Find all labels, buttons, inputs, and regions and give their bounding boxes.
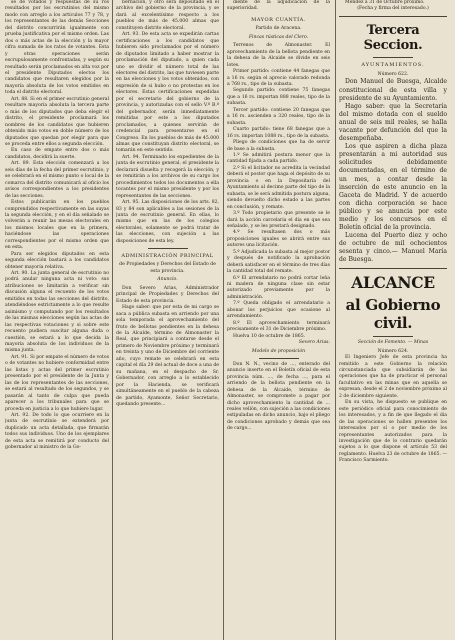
body-paragraph: 8.º El aprovechamiento terminará precisamente el 31 de Diciembre próximo. [227, 320, 330, 333]
model-heading: Modelo de proposición [251, 348, 306, 354]
body-paragraph: Art. 92. De todo lo que ocurriere en la junta de escrutinio se extenderá por duplicado un acta detallada, que firmarán todos sus individuos. Uno de los ejemplares de esta acta se remitirá por conducto del gobernador al ministro de la Go- [5, 413, 109, 451]
section-divider [373, 336, 413, 337]
body-paragraph: Don Manuel de Buesga, Alcalde constitucional de esta villa y presidente de su Ayuntamiento. [339, 78, 447, 102]
notice-number: Número 624. [377, 348, 409, 354]
body-paragraph: se de votados y respuestas de su ros resultados por los escrutinios del mismo modo con arreglo a los artículos 77 y 78, y los representantes de las demás Secciones del distrito concurrirán igualmente con prueba justificativa por el mismo orden. Las dos o más actas de la elección y la mayor cifra sumada de los ratos de votantes. Esta y otras operaciones serán escrupulosamente confrontadas, y según su resultado serán proclamados en alta voz por el presidente Diputados electos los candidatos que resultaren elegidos por la mayoría absoluta de los votos emitidos en toda el distrito electoral. [5, 0, 109, 96]
section-word: Anuncio. [157, 277, 178, 283]
notice-number: Número 622. [377, 71, 409, 77]
body-paragraph: 4.º Se resultasen dos o más proposiciones iguales se abrirá entre sus autores una licitación. [227, 230, 330, 249]
body-paragraph: 2.º Si el licitador no acredita la vecindad deberá el postor que haga el depósito de su provincia o en la Depositaría del Ayuntamiento al decimo parte del tipo de la subasta, se le será admitida postura alguna, siendo devuelto dicho estado a las partes en conclusión, y remate. [227, 165, 330, 210]
section-divider [148, 248, 188, 249]
notice-paragraph: Hago saber: que por esta de mi cargo se saca a pública subasta en arriendo por una sola temporada el aprovechamiento del fruto de bellotas pendientes en la dehesa de la Alcalde, término de Almonaster la Real, que principiará a contarse desde el primero de Noviembre próximo y terminará en treinta y uno de Diciembre del corriente año, cuyo remate se celebrará en esta capital el día 29 del actual de doce a una de su mañana, en el despacho de Sr. Gobernador, con arreglo a lo establecido por la Hacienda, se verificará simultáneamente en el pueblo de la cabeza de partido, Ayamonte, Señor Secretario, quedando presente... [116, 305, 219, 407]
section-subheading-italic: Fincas rústicas del Clero. [248, 34, 309, 40]
body-paragraph: Hago saber: que la Secretaría del mismo dotada con el sueldo anual de seis mil reales, se halla vacante por defunción del que la desempeñaba. [339, 102, 447, 143]
section-subheading: Partido de Aracena. [255, 26, 302, 32]
signature-note: (Fecha y firma del interesado.) [357, 6, 429, 12]
body-paragraph: Pliego de condiciones que ha de servir de base a la subasta. [227, 140, 330, 152]
section-title: Tercera Seccion. [363, 22, 423, 53]
body-paragraph: Art. 91. Si por empate el número de votos o de votantes no hubiere conformidad entre las listas y actas del primer escrutinio presentado por el presidente de la Junta y las de los representantes de las secciones, se estará al resultado de los segundos, y se pasarán al tanto de culpa que pueda aparecer a los tribunales para que se proceda en justicia a lo que hubiere lugar. [5, 354, 109, 412]
section-subheading: de Propiedades y Derechos del Estado de esta provincia. [119, 262, 216, 274]
body-paragraph: Art. 90. La junta general de escrutinio no podrá anular ninguna acta ni voto: sus atribuciones se limitarán a verificar sin discusión alguna el recuento de los votos emitidos en todas las secciones del distrito, atendiéndose estrictamente a lo que resulte asimismo y computando por los resultados de las mismas elecciones según las actas de las respectivas votaciones y si sobre este recuento pudiera suscitar alguna duda o cuestión, se estará a lo que decida la mayoría absoluta de los individuos de la misma junta. [5, 271, 109, 354]
body-paragraph: Cuarto partido: tiene 68 fanegas que a 16 rs. importan 1088 rs., tipo de la subasta. [227, 127, 330, 139]
body-paragraph: Para ser elegidos diputados en esta segunda elección bastará a los candidatos obtener mayoría relativa. [5, 251, 109, 270]
body-paragraph: El Ingeniero Jefe de esta provincia ha remitido a este Gobierno la relación circunstanciada que subsidiarán de las operaciones que ha de practicar el personal facultativo en las minas que en aquella se expresan, desde el 2 de noviembre próximo al 2 de diciembre siguiente. [339, 355, 447, 399]
section-divider [373, 57, 413, 58]
column-2 [116, 0, 219, 640]
alcance-subtitle: al Gobierno civil. [345, 296, 441, 333]
body-paragraph: Art. 93. De esta acta se expedirán cartas certificaciones a los candidatos que hubieren sido proclamados por el número de diputados limitado a haber mostrar la proclamación del diputado, a quien cada uno se dividir el número total de las electores del distrito, las que tuviesen parte en las elecciones y los votos obtenidos, con expresión de si hubo o no protestas en los electores. Estas certificaciones expedidas por el secretario del gobierno de la provincia, y autorizadas con el sello V.º B.º del gobernador, serán inmediatamente remitidas por este a los diputados proclamados, a quienes servirán de credencial para presentarse en el Congreso. En los pueblos de más de 45.000 almas que constituyan distrito electoral, se tomarán en este sentido. [116, 32, 219, 154]
body-paragraph: Art. 95. Las disposiciones de los arts. 82, 83 y 84 son aplicables a las sesiones de la junta de escrutinio general. En ellas, lo mismo que en las de los colegios electorales, solamente se podrá tratar de las elecciones, con sujeción a las disposiciones de esta ley. [116, 200, 219, 244]
section-heading: MAYOR CUANTÍA. [251, 16, 306, 23]
body-paragraph: Segundo partido: contiene 75 fanegas que a 16 rs. importan 888 reales, tipo de la subasta. [227, 88, 330, 107]
signature: Severo Arias. [298, 340, 330, 346]
body-paragraph: 7.º Queda obligado el arrendatario a abonar los perjuicios que ocasione al arrendamiento. [227, 301, 330, 320]
alcance-title: ALCANCE [351, 273, 435, 293]
body-paragraph: Mendez a 31 de Octubre próximo. [345, 0, 425, 5]
section-heading: AYUNTAMIENTOS. [361, 61, 425, 68]
body-paragraph: diente de la adjudicación de la superioridad. [227, 0, 330, 12]
column-1 [5, 0, 109, 640]
body-paragraph: En su vista, he dispuesto se publique en este periódico oficial para conocimiento de los interesados, y a fin de que llegado el día de las operaciones se hallen presentes los interesados por sí o por medio de los representantes autorizados para la investigación que de lo contrario quedarán sujetos a lo que dispone el artículo 53 del reglamento. Huelva 23 de octubre de 1865. — Francisco Sarmiento. [339, 400, 447, 464]
sub-section: Sección de Fomento. — Minas [357, 340, 429, 346]
body-paragraph: En caso de empate entre dos o más candidatos, decidirá la suerte. [5, 148, 109, 160]
body-paragraph: Tercer partido: contiene 20 fanegas que a 16 rs. ascienden a 320 reales, tipo de la subasta. [227, 107, 330, 126]
body-paragraph: 3.º Todo propietario que presente se le dará la acción carcelaria el día en que sea señalado, y se les prestará designado. [227, 211, 330, 229]
body-paragraph: Los que aspiren a dicha plaza presentarán a mi autoridad sus solicitudes debidamente documentadas, en el término de un mes, a contar desde la inserción de este anuncio en la Gaceta de Madrid. Y de acuerdo con dicha corporación se hace público y se anuncia por este medio y los concursos en el Boletín oficial de la provincia. [339, 143, 447, 232]
body-paragraph: Estos publicarán en los pueblos comprendidos respectivamente en las suyas la segunda elección, y en el día señalado se volverán a reunir las mesas electorales en los mismos locales que en la primera, haciéndose las operaciones correspondientes por el mismo orden que en esta. [5, 200, 109, 251]
body-paragraph: Art. 89. Esta elección comenzará a los seis días de la fecha del primer escrutinio, y se celebrará en el mismo punto o local de la comarca del distrito comunicará al oficio los avisos correspondientes a los presidentes de las secciones. [5, 161, 109, 199]
section-divider [339, 268, 447, 269]
body-paragraph: Art. 94. Terminado los expedientes de la junta de escrutinio general, el presidente la declarará disuelta y recogerá la elección, y se remitirán a los archivos de su cargo los procedimientos todos los documentos a ella tocantes por el mismo presidente y por los representantes de las secciones. [116, 154, 219, 199]
column-4 [339, 0, 447, 640]
section-divider [339, 16, 447, 17]
section-heading: ADMINISTRACIÓN PRINCIPAL [121, 253, 214, 260]
body-paragraph: Lucena del Puerto diez y ocho de octubre de mil ochocientos sesenta y cinco.— Manuel María de Buesga. [339, 232, 447, 264]
body-paragraph: Terrenos de Almonaster. El aprovechamiento de la bellota pendiente en la dehesa de la Alcaide se divide en seis lotes. [227, 43, 330, 68]
column-3 [227, 0, 330, 640]
column-divider [112, 0, 113, 640]
date-line: Huelva 10 de octubre de 1865. [233, 333, 306, 339]
body-paragraph: 5.º Adjudicada la subasta al mejor postor y después de notificado la aprobación deberá satisfacer en el término de tres días la cantidad total del remate. [227, 249, 330, 275]
body-paragraph: 6.º El arrendatario no podrá cortar leña ni madera de ninguna clase sin estar autorizado previamente por la administración. [227, 275, 330, 300]
body-paragraph: 1.º Se admitirá postura menor que la cantidad fijada a cada partido. [227, 152, 330, 165]
body-paragraph: Art. 88. Si en el primer escrutinio general resultare mayoría absoluta la tercera parte o más de los diputados que deba elegir el distrito, el presidente proclamará los nombres de los candidatos que hubieren obtenido más votos en doble número de los diputados que quedan por elegir para que se proceda entre ellos a segunda elección. [5, 96, 109, 147]
notice-paragraph: Don Severo Arias, Administrador principal de Propiedades y Derechos del Estado de esta provincia. [116, 285, 219, 304]
body-paragraph: Primer partido: contiene 44 fanegas que a 16 rs. según el aprecio valorado redonda a 768 rs., tipo de la subasta. [227, 69, 330, 87]
body-paragraph: bernación, y otro será depositado en el archivo del gobierno de la provincia, y se dará al excelentísimo respecto a los pueblos de más de 45.000 almas que constituyen distrito electoral. [116, 0, 219, 31]
section-divider [259, 358, 299, 359]
column-divider [335, 0, 336, 640]
model-text: Don N. N., vecino de ..., enterado del anuncio inserto en el Boletín oficial de esta provincia núm. ..., de fecha ..., para el arriendo de la bellota pendiente en la dehesa de la Alcaide, término de Almonaster, se compromete a pagar por dicho aprovechamiento la cantidad de ... reales vellón, con sujeción a las condiciones estipuladas en dicho anuncio, bajo el pliego de condiciones aprobado y demás que sea de cargo... [227, 361, 330, 432]
column-divider [223, 0, 224, 640]
